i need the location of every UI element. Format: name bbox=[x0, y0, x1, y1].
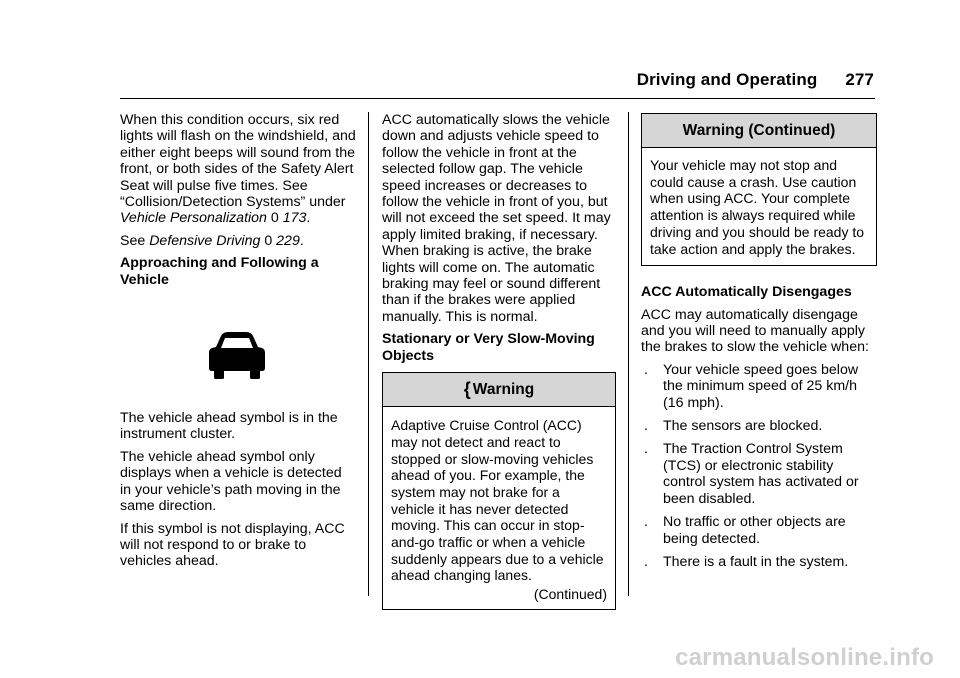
watermark: carmanualsonline.info bbox=[675, 644, 934, 671]
bullet-icon: . bbox=[644, 553, 648, 570]
section-title: Driving and Operating bbox=[636, 70, 818, 89]
warning-box bbox=[382, 372, 616, 610]
page-ref-arrow: 0 bbox=[264, 232, 273, 249]
paragraph: See Defensive Driving 0 229. bbox=[120, 232, 304, 249]
paragraph: When this condition occurs, six red lights will flash on the windshield, and either eight beeps will sound from the front, or both sides of the Safety Alert Seat will pulse five times. See “Collision/Detection Systems” under Vehicle Personalization 0 173. bbox=[120, 112, 356, 227]
list-item: . There is a fault in the system. bbox=[644, 553, 849, 570]
section-heading: ACC Automatically Disengages bbox=[641, 284, 852, 301]
warning-text: Adaptive Cruise Control (ACC) may not detect and react to stopped or slow-moving vehicles ahead of you. For example, the system may not brake for a vehicle it has never detected moving. This can occur in stop-and-go traffic or when a vehicle suddenly appears due to a vehicle ahead changing lanes. bbox=[391, 417, 604, 584]
continued-label: (Continued) bbox=[533, 586, 607, 603]
bullet-icon: . bbox=[644, 361, 648, 378]
cross-reference-link[interactable]: Defensive Driving bbox=[149, 232, 261, 249]
paragraph: If this symbol is not displaying, ACC will not respond to or brake to vehicles ahead. bbox=[120, 520, 345, 570]
column-1 bbox=[120, 112, 356, 576]
section-heading: Approaching and Following a Vehicle bbox=[120, 255, 319, 288]
page-header bbox=[637, 70, 874, 90]
warning-body bbox=[383, 407, 615, 609]
column-divider bbox=[368, 112, 369, 596]
bullet-icon: . bbox=[644, 514, 648, 531]
warning-body bbox=[642, 148, 876, 265]
page-reference[interactable]: 229 bbox=[276, 232, 300, 249]
cross-reference-link[interactable]: Vehicle Personalization bbox=[120, 210, 267, 227]
list-item: . Your vehicle speed goes below the minimum speed of 25 km/h (16 mph). bbox=[644, 361, 859, 411]
column-3 bbox=[641, 113, 877, 577]
section-heading: Stationary or Very Slow-Moving Objects bbox=[382, 331, 595, 364]
header-rule bbox=[120, 98, 875, 99]
column-2 bbox=[382, 112, 616, 610]
paragraph: The vehicle ahead symbol only displays when a vehicle is detected in your vehicle’s path moving in the same direction. bbox=[120, 448, 342, 515]
paragraph: ACC may automatically disengage and you will need to manually apply the brakes to slow the vehicle when: bbox=[641, 306, 869, 356]
list-item: . The sensors are blocked. bbox=[644, 418, 823, 435]
warning-text: Your vehicle may not stop and could cause a crash. Use caution when using ACC. Your complete attention is always required while driving and you should be ready to take action and apply the brakes. bbox=[650, 157, 865, 257]
list-item: . The Traction Control System (TCS) or electronic stability control system has activated or been disabled. bbox=[644, 441, 859, 507]
page-ref-arrow: 0 bbox=[270, 210, 279, 227]
page-number: 277 bbox=[845, 70, 874, 89]
page-reference[interactable]: 173 bbox=[282, 210, 307, 227]
bullet-icon: . bbox=[644, 418, 648, 435]
paragraph: The vehicle ahead symbol is in the instrument cluster. bbox=[120, 410, 338, 443]
paragraph: ACC automatically slows the vehicle down and adjusts vehicle speed to follow the vehicle in front at the selected follow gap. The vehicle speed increases or decreases to follow the vehicle in front of you, but will not exceed the set speed. It may apply limited braking, if necessary. When braking is active, the brake lights will come on. The automatic braking may feel or sound different than if the brakes were applied manually. This is normal. bbox=[382, 112, 611, 325]
warning-title: Warning bbox=[472, 381, 535, 399]
list-item: . No traffic or other objects are being detected. bbox=[644, 514, 846, 547]
column-divider bbox=[628, 112, 629, 596]
bullet-icon: . bbox=[644, 441, 648, 458]
warning-header: Warning (Continued) bbox=[642, 114, 876, 148]
warning-icon: { bbox=[463, 379, 471, 400]
vehicle-ahead-icon bbox=[208, 330, 266, 380]
warning-header bbox=[383, 373, 615, 407]
warning-box bbox=[641, 113, 877, 266]
bullet-list bbox=[641, 362, 877, 570]
